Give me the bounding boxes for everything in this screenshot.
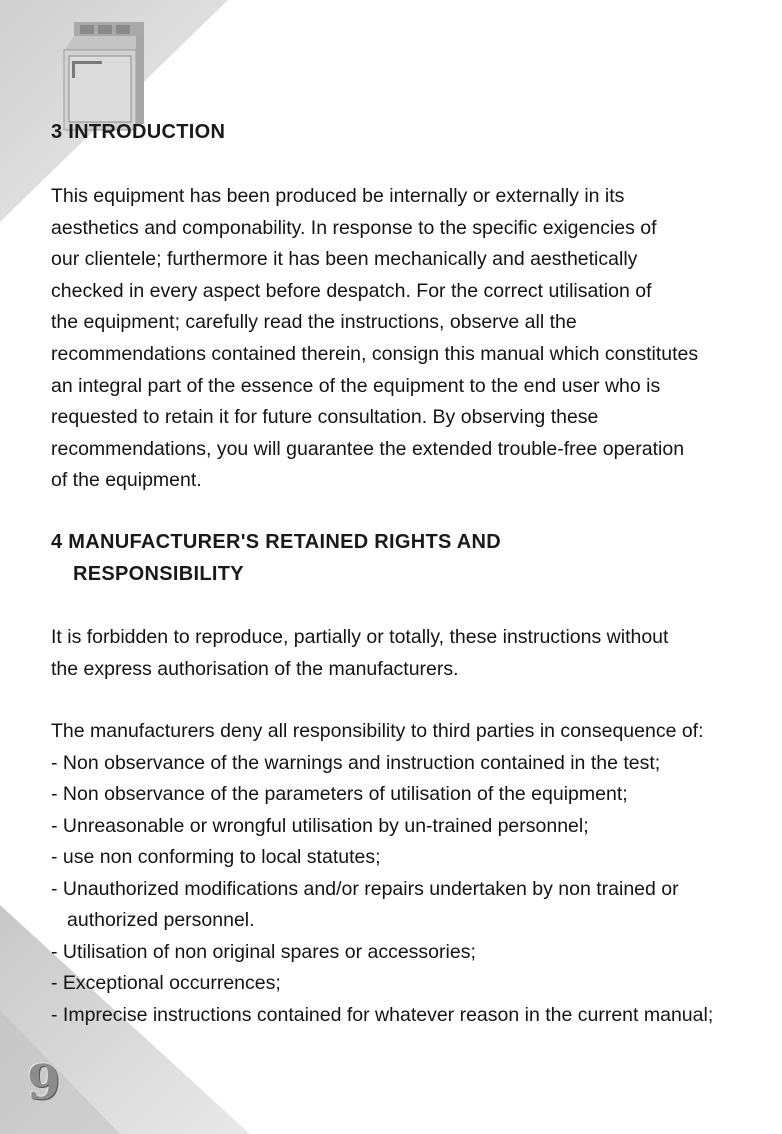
- text-line: checked in every aspect before despatch. For the correct utilisation of: [51, 279, 652, 302]
- text-line: recommendations contained therein, consign this manual which constitutes: [51, 342, 699, 365]
- text-line: This equipment has been produced be internally or externally in its: [51, 185, 625, 207]
- list-item: - Non observance of the parameters of utilisation of the equipment;: [51, 783, 628, 805]
- introduction-paragraph: [51, 181, 771, 497]
- list-item: - Non observance of the warnings and instruction contained in the test;: [51, 751, 661, 774]
- list-item: - Unauthorized modifications and/or repairs undertaken by non trained or: [51, 877, 679, 900]
- list-item: - Unreasonable or wrongful utilisation by un-trained personnel;: [51, 814, 589, 837]
- section-4-heading-line-1: 4 MANUFACTURER'S RETAINED RIGHTS AND: [51, 531, 502, 553]
- text-line: It is forbidden to reproduce, partially or totally, these instructions without: [51, 626, 669, 648]
- responsibility-list: [51, 716, 776, 1031]
- text-line: aesthetics and componability. In response to the specific exigencies of: [51, 216, 657, 239]
- continuation-text: authorized personnel.: [67, 909, 255, 931]
- text-line: our clientele; furthermore it has been mechanically and aesthetically: [51, 248, 638, 271]
- section-3-heading: 3 INTRODUCTION: [51, 121, 226, 143]
- section-4-heading-line-2: RESPONSIBILITY: [73, 563, 244, 585]
- section-4-heading: [51, 526, 501, 590]
- copyright-paragraph: [51, 622, 771, 685]
- list-item: - Utilisation of non original spares or accessories;: [51, 940, 476, 963]
- text-line: the equipment; carefully read the instructions, observe all the: [51, 311, 577, 334]
- text-line: requested to retain it for future consultation. By observing these: [51, 406, 599, 429]
- list-item: - use non conforming to local statutes;: [51, 846, 381, 868]
- text-line: the express authorisation of the manufacturers.: [51, 657, 459, 680]
- text-line: recommendations, you will guarantee the extended trouble-free operation: [51, 437, 685, 460]
- page-number: 9: [27, 1055, 61, 1111]
- list-intro: The manufacturers deny all responsibility to third parties in consequence of:: [51, 720, 704, 742]
- text-line: an integral part of the essence of the equipment to the end user who is: [51, 374, 661, 397]
- list-item: - Exceptional occurrences;: [51, 972, 281, 994]
- text-line: of the equipment.: [51, 469, 202, 492]
- list-item-continuation: [51, 905, 776, 937]
- list-item: - Imprecise instructions contained for whatever reason in the current manual;: [51, 1003, 714, 1026]
